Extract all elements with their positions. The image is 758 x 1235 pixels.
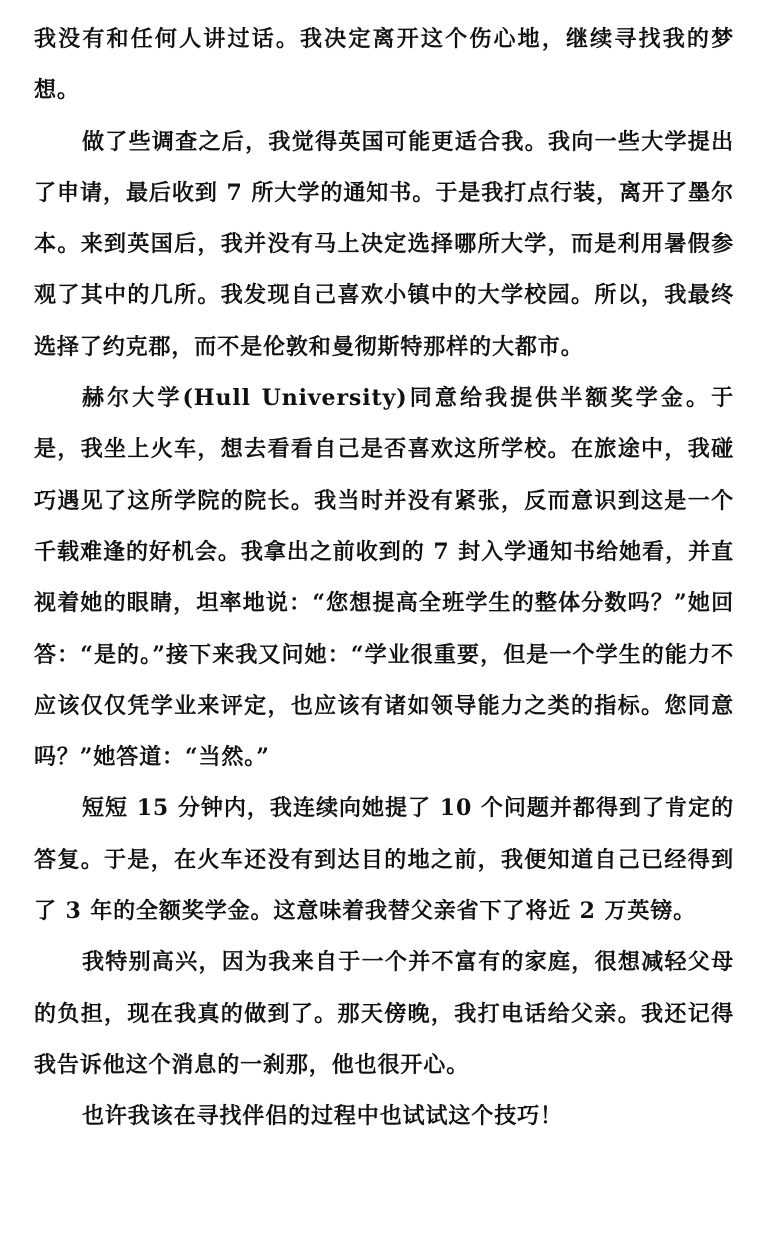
paragraph-3: 赫尔大学(Hull University)同意给我提供半额奖学金。于是，我坐上火车，想去看看自己是否喜欢这所学校。在旅途中，我碰巧遇见了这所学院的院长。我当时并没有紧张，反而意识到这是一个千载难逢的好机会。我拿出之前收到的 7 封入学通知书给她看，并直视着她的眼睛，坦率地说：“您想提高全班学生的整体分数吗？”她回答：“是的。”接下来我又问她：“学业很重要，但是一个学生的能力不应该仅仅凭学业来评定，也应该有诸如领导能力之类的指标。您同意吗？”她答道：“当然。” (34, 385, 734, 771)
paragraph-2: 做了些调查之后，我觉得英国可能更适合我。我向一些大学提出了申请，最后收到 7 所大学的通知书。于是我打点行装，离开了墨尔本。来到英国后，我并没有马上决定选择哪所大学，而是利用暑假参观了其中的几所。我发现自己喜欢小镇中的大学校园。所以，我最终选择了约克郡，而不是伦敦和曼彻斯特那样的大都市。 (34, 128, 734, 360)
article-body (34, 14, 734, 1143)
paragraph-6: 也许我该在寻找伴侣的过程中也试试这个技巧！ (82, 1103, 563, 1130)
paragraph-4: 短短 15 分钟内，我连续向她提了 10 个问题并都得到了肯定的答复。于是，在火车还没有到达目的地之前，我便知道自己已经得到了 3 年的全额奖学金。这意味着我替父亲省下了将近 2 万英镑。 (34, 795, 734, 925)
paragraph-5: 我特别高兴，因为我来自于一个并不富有的家庭，很想减轻父母的负担，现在我真的做到了。那天傍晚，我打电话给父亲。我还记得我告诉他这个消息的一刹那，他也很开心。 (34, 949, 734, 1078)
paragraph-1: 我没有和任何人讲过话。我决定离开这个伤心地，继续寻找我的梦想。 (34, 26, 734, 104)
